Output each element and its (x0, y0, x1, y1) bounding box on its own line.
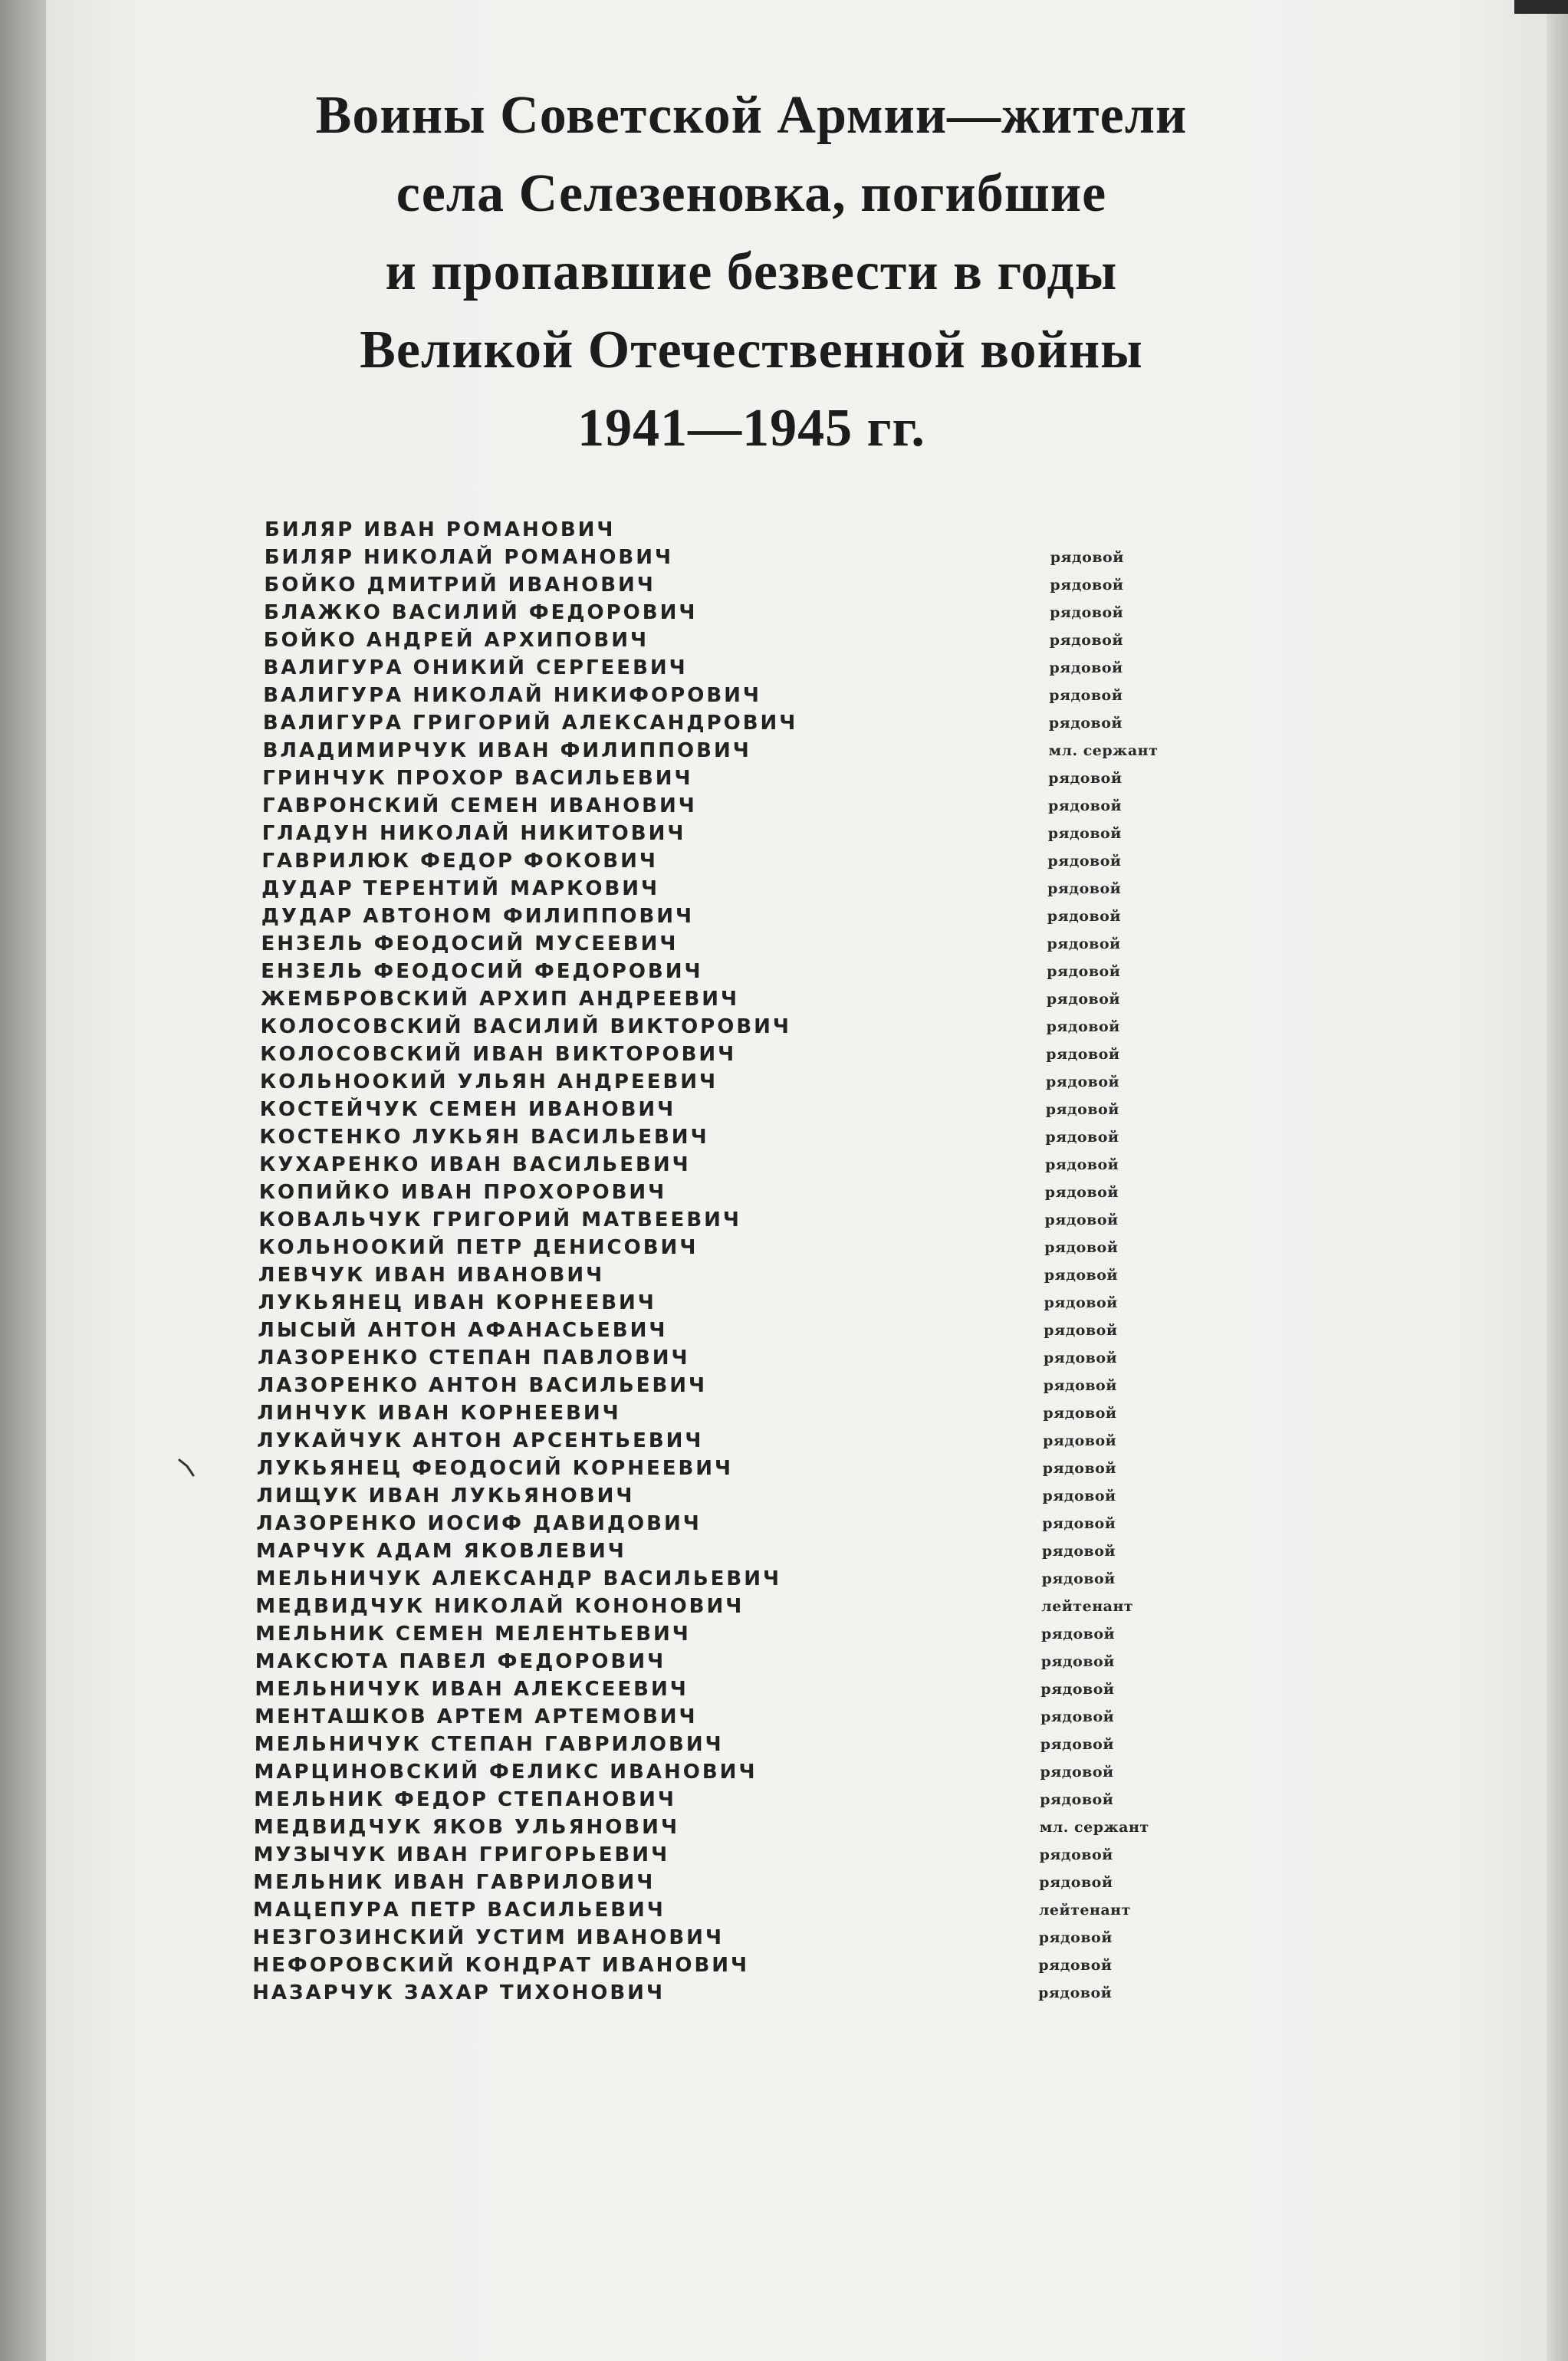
soldier-name: КОСТЕЙЧУК СЕМЕН ИВАНОВИЧ (259, 1098, 676, 1121)
soldier-row (262, 822, 1259, 850)
soldier-row (261, 877, 1258, 905)
soldier-row (261, 850, 1258, 877)
soldier-rank: рядовой (1044, 1322, 1118, 1339)
soldier-name: ЛУКЬЯНЕЦ ИВАН КОРНЕЕВИЧ (258, 1291, 656, 1314)
soldier-name: КУХАРЕНКО ИВАН ВАСИЛЬЕВИЧ (259, 1153, 691, 1176)
soldier-rank: рядовой (1046, 991, 1121, 1008)
soldier-row (258, 1264, 1255, 1291)
soldier-name: ЛУКАЙЧУК АНТОН АРСЕНТЬЕВИЧ (257, 1429, 704, 1452)
soldier-name: НЕФОРОВСКИЙ КОНДРАТ ИВАНОВИЧ (252, 1954, 750, 1977)
soldier-rank: рядовой (1047, 963, 1121, 980)
soldier-row (264, 656, 1261, 684)
soldier-name: БОЙКО ДМИТРИЙ ИВАНОВИЧ (264, 574, 656, 597)
soldier-name: МЕЛЬНИК ФЕДОР СТЕПАНОВИЧ (254, 1788, 676, 1811)
soldier-rank: рядовой (1040, 1764, 1114, 1781)
soldier-name: ГАВРОНСКИЙ СЕМЕН ИВАНОВИЧ (262, 794, 697, 817)
soldier-name: ЛАЗОРЕНКО АНТОН ВАСИЛЬЕВИЧ (257, 1374, 708, 1397)
soldier-name: БИЛЯР НИКОЛАЙ РОМАНОВИЧ (264, 546, 674, 569)
soldier-list (252, 518, 1261, 2009)
soldier-rank: рядовой (1044, 1294, 1118, 1311)
soldier-row (258, 1236, 1255, 1264)
soldier-name: ВАЛИГУРА ГРИГОРИЙ АЛЕКСАНДРОВИЧ (262, 712, 798, 735)
soldier-name: ЛИЩУК ИВАН ЛУКЬЯНОВИЧ (256, 1485, 635, 1508)
soldier-name: КОЛОСОВСКИЙ ВАСИЛИЙ ВИКТОРОВИЧ (260, 1015, 791, 1038)
soldier-rank: рядовой (1047, 880, 1122, 897)
soldier-row (258, 1291, 1255, 1319)
soldier-row (255, 1595, 1252, 1623)
soldier-name: ЛУКЬЯНЕЦ ФЕОДОСИЙ КОРНЕЕВИЧ (256, 1457, 734, 1480)
soldier-row (258, 1374, 1254, 1402)
soldier-rank: мл. сержант (1039, 1819, 1149, 1836)
soldier-rank: рядовой (1038, 1984, 1113, 2001)
soldier-name: МЕЛЬНИЧУК СТЕПАН ГАВРИЛОВИЧ (254, 1733, 724, 1756)
soldier-name: ЛАЗОРЕНКО СТЕПАН ПАВЛОВИЧ (258, 1347, 690, 1370)
soldier-row (265, 546, 1261, 574)
soldier-row (256, 1567, 1253, 1595)
soldier-row (259, 1208, 1256, 1236)
soldier-rank: рядовой (1040, 1681, 1115, 1698)
soldier-rank: мл. сержант (1048, 742, 1159, 759)
soldier-rank: рядовой (1045, 1101, 1119, 1118)
soldier-name: ЖЕМБРОВСКИЙ АРХИП АНДРЕЕВИЧ (260, 988, 740, 1011)
soldier-row (259, 1181, 1256, 1208)
soldier-rank: рядовой (1050, 604, 1124, 621)
soldier-row (261, 1015, 1257, 1043)
soldier-name: БИЛЯР ИВАН РОМАНОВИЧ (265, 518, 616, 541)
soldier-rank: рядовой (1047, 853, 1122, 870)
soldier-rank: рядовой (1047, 825, 1122, 842)
soldier-rank: рядовой (1038, 1929, 1113, 1946)
soldier-rank: рядовой (1049, 687, 1123, 704)
soldier-name: ДУДАР ТЕРЕНТИЙ МАРКОВИЧ (261, 877, 660, 900)
soldier-row (264, 629, 1261, 656)
soldier-rank: рядовой (1040, 1653, 1115, 1670)
title-line: села Селезеновка, погибшие (396, 164, 1107, 223)
soldier-name: ЛЫСЫЙ АНТОН АФАНАСЬЕВИЧ (258, 1319, 668, 1342)
soldier-name: ДУДАР АВТОНОМ ФИЛИППОВИЧ (261, 905, 695, 928)
soldier-row (263, 712, 1260, 739)
soldier-row (258, 1319, 1254, 1347)
soldier-name: МАРЦИНОВСКИЙ ФЕЛИКС ИВАНОВИЧ (254, 1761, 758, 1784)
soldier-row (259, 1153, 1256, 1181)
soldier-name: МЕДВИДЧУК НИКОЛАЙ КОНОНОВИЧ (255, 1595, 745, 1618)
soldier-rank: рядовой (1041, 1543, 1116, 1560)
soldier-row (255, 1761, 1251, 1788)
soldier-row (255, 1650, 1252, 1678)
title-line: Великой Отечественной войны (360, 321, 1143, 380)
title-line: и пропавшие безвести в годы (385, 242, 1118, 301)
soldier-row (260, 1098, 1257, 1126)
soldier-rank: рядовой (1049, 632, 1123, 649)
soldier-name: МЕЛЬНИЧУК ИВАН АЛЕКСЕЕВИЧ (255, 1678, 689, 1701)
soldier-name: НЕЗГОЗИНСКИЙ УСТИМ ИВАНОВИЧ (252, 1926, 724, 1949)
soldier-rank: рядовой (1042, 1488, 1116, 1504)
soldier-rank: рядовой (1044, 1184, 1119, 1201)
page-corner-shadow (1514, 0, 1568, 14)
soldier-rank: рядовой (1050, 549, 1124, 566)
soldier-row (261, 960, 1257, 988)
soldier-rank: рядовой (1039, 1874, 1113, 1891)
soldier-name: МАЦЕПУРА ПЕТР ВАСИЛЬЕВИЧ (253, 1899, 666, 1922)
soldier-rank: рядовой (1049, 659, 1123, 676)
soldier-rank: рядовой (1040, 1736, 1114, 1753)
soldier-row (259, 1126, 1256, 1153)
soldier-row (261, 932, 1258, 960)
soldier-rank: рядовой (1047, 908, 1121, 925)
soldier-row (255, 1733, 1251, 1761)
soldier-name: БОЙКО АНДРЕЙ АРХИПОВИЧ (263, 629, 649, 652)
soldier-rank: рядовой (1046, 1046, 1120, 1063)
soldier-rank: рядовой (1042, 1460, 1116, 1477)
soldier-row (252, 1954, 1249, 1981)
soldier-name: КОСТЕНКО ЛУКЬЯН ВАСИЛЬЕВИЧ (259, 1126, 709, 1149)
soldier-name: ЛИНЧУК ИВАН КОРНЕЕВИЧ (257, 1402, 621, 1425)
title-line: 1941—1945 гг. (577, 399, 925, 458)
soldier-name: КОЛОСОВСКИЙ ИВАН ВИКТОРОВИЧ (260, 1043, 737, 1066)
soldier-row (263, 684, 1260, 712)
soldier-name: ГЛАДУН НИКОЛАЙ НИКИТОВИЧ (261, 822, 686, 845)
page-edge (1547, 0, 1568, 2361)
soldier-name: НАЗАРЧУК ЗАХАР ТИХОНОВИЧ (252, 1981, 665, 2004)
soldier-name: МЕЛЬНИК СЕМЕН МЕЛЕНТЬЕВИЧ (255, 1623, 691, 1646)
soldier-row (260, 1043, 1257, 1070)
soldier-name: МЕЛЬНИК ИВАН ГАВРИЛОВИЧ (253, 1871, 656, 1894)
soldier-row (265, 518, 1261, 546)
soldier-row (255, 1623, 1252, 1650)
soldier-rank: рядовой (1045, 1156, 1119, 1173)
soldier-name: ГАВРИЛЮК ФЕДОР ФОКОВИЧ (261, 850, 658, 873)
soldier-name: МУЗЫЧУК ИВАН ГРИГОРЬЕВИЧ (253, 1843, 670, 1866)
soldier-name: КОЛЬНООКИЙ ПЕТР ДЕНИСОВИЧ (258, 1236, 699, 1259)
soldier-rank: лейтенант (1041, 1598, 1134, 1615)
soldier-row (264, 601, 1261, 629)
soldier-name: ЛАЗОРЕНКО ИОСИФ ДАВИДОВИЧ (256, 1512, 702, 1535)
soldier-rank: рядовой (1048, 770, 1123, 787)
soldier-name: ВАЛИГУРА НИКОЛАЙ НИКИФОРОВИЧ (263, 684, 761, 707)
soldier-rank: рядовой (1048, 797, 1123, 814)
soldier-rank: рядовой (1045, 1129, 1119, 1146)
soldier-name: МЕНТАШКОВ АРТЕМ АРТЕМОВИЧ (255, 1705, 698, 1728)
soldier-rank: рядовой (1048, 715, 1123, 732)
soldier-rank: рядовой (1044, 1239, 1119, 1256)
soldier-row (257, 1457, 1254, 1485)
soldier-rank: рядовой (1040, 1708, 1115, 1725)
pencil-mark-icon (178, 1457, 198, 1477)
soldier-name: ЕНЗЕЛЬ ФЕОДОСИЙ МУСЕЕВИЧ (261, 932, 679, 955)
soldier-row (257, 1485, 1254, 1512)
soldier-row (257, 1402, 1254, 1429)
soldier-rank: рядовой (1047, 936, 1121, 952)
soldier-name: КОПИЙКО ИВАН ПРОХОРОВИЧ (258, 1181, 667, 1204)
soldier-row (257, 1429, 1254, 1457)
soldier-rank: рядовой (1044, 1350, 1118, 1366)
soldier-rank: рядовой (1046, 1018, 1120, 1035)
soldier-name: МЕДВИДЧУК ЯКОВ УЛЬЯНОВИЧ (253, 1816, 679, 1839)
soldier-rank: рядовой (1039, 1846, 1113, 1863)
soldier-row (256, 1540, 1253, 1567)
soldier-name: КОВАЛЬЧУК ГРИГОРИЙ МАТВЕЕВИЧ (258, 1208, 741, 1231)
soldier-rank: рядовой (1043, 1377, 1117, 1394)
soldier-rank: рядовой (1050, 577, 1124, 594)
soldier-name: БЛАЖКО ВАСИЛИЙ ФЕДОРОВИЧ (264, 601, 698, 624)
soldier-row (256, 1512, 1253, 1540)
soldier-rank: рядовой (1043, 1432, 1117, 1449)
soldier-row (260, 1070, 1257, 1098)
soldier-rank: рядовой (1046, 1074, 1120, 1090)
soldier-row (252, 1981, 1249, 2009)
soldier-row (255, 1705, 1251, 1733)
soldier-rank: рядовой (1044, 1212, 1119, 1228)
title-line: Воины Советской Армии—жители (315, 86, 1188, 145)
soldier-row (254, 1788, 1251, 1816)
soldier-row (253, 1926, 1250, 1954)
soldier-row (253, 1899, 1250, 1926)
soldier-name: МАРЧУК АДАМ ЯКОВЛЕВИЧ (255, 1540, 626, 1563)
soldier-row (264, 574, 1261, 601)
soldier-rank: рядовой (1040, 1791, 1114, 1808)
soldier-row (255, 1678, 1251, 1705)
soldier-row (261, 988, 1257, 1015)
soldier-rank: рядовой (1038, 1957, 1113, 1974)
soldier-row (254, 1816, 1251, 1843)
soldier-rank: рядовой (1041, 1570, 1116, 1587)
soldier-row (254, 1843, 1251, 1871)
soldier-name: МЕЛЬНИЧУК АЛЕКСАНДР ВАСИЛЬЕВИЧ (255, 1567, 782, 1590)
soldier-row (262, 767, 1259, 794)
soldier-name: ЕНЗЕЛЬ ФЕОДОСИЙ ФЕДОРОВИЧ (261, 960, 703, 983)
soldier-name: ВЛАДИМИРЧУК ИВАН ФИЛИППОВИЧ (262, 739, 751, 762)
soldier-rank: лейтенант (1039, 1902, 1131, 1919)
soldier-rank: рядовой (1042, 1515, 1116, 1532)
page-title (207, 77, 1296, 468)
soldier-name: ВАЛИГУРА ОНИКИЙ СЕРГЕЕВИЧ (263, 656, 688, 679)
soldier-name: ЛЕВЧУК ИВАН ИВАНОВИЧ (258, 1264, 605, 1287)
soldier-rank: рядовой (1043, 1405, 1117, 1422)
soldier-row (262, 794, 1259, 822)
soldier-row (253, 1871, 1250, 1899)
soldier-row (263, 739, 1260, 767)
soldier-rank: рядовой (1044, 1267, 1119, 1284)
soldier-name: МАКСЮТА ПАВЕЛ ФЕДОРОВИЧ (255, 1650, 666, 1673)
soldier-name: КОЛЬНООКИЙ УЛЬЯН АНДРЕЕВИЧ (260, 1070, 718, 1093)
soldier-row (258, 1347, 1254, 1374)
soldier-rank: рядовой (1041, 1626, 1116, 1643)
soldier-name: ГРИНЧУК ПРОХОР ВАСИЛЬЕВИЧ (262, 767, 693, 790)
soldier-row (261, 905, 1258, 932)
